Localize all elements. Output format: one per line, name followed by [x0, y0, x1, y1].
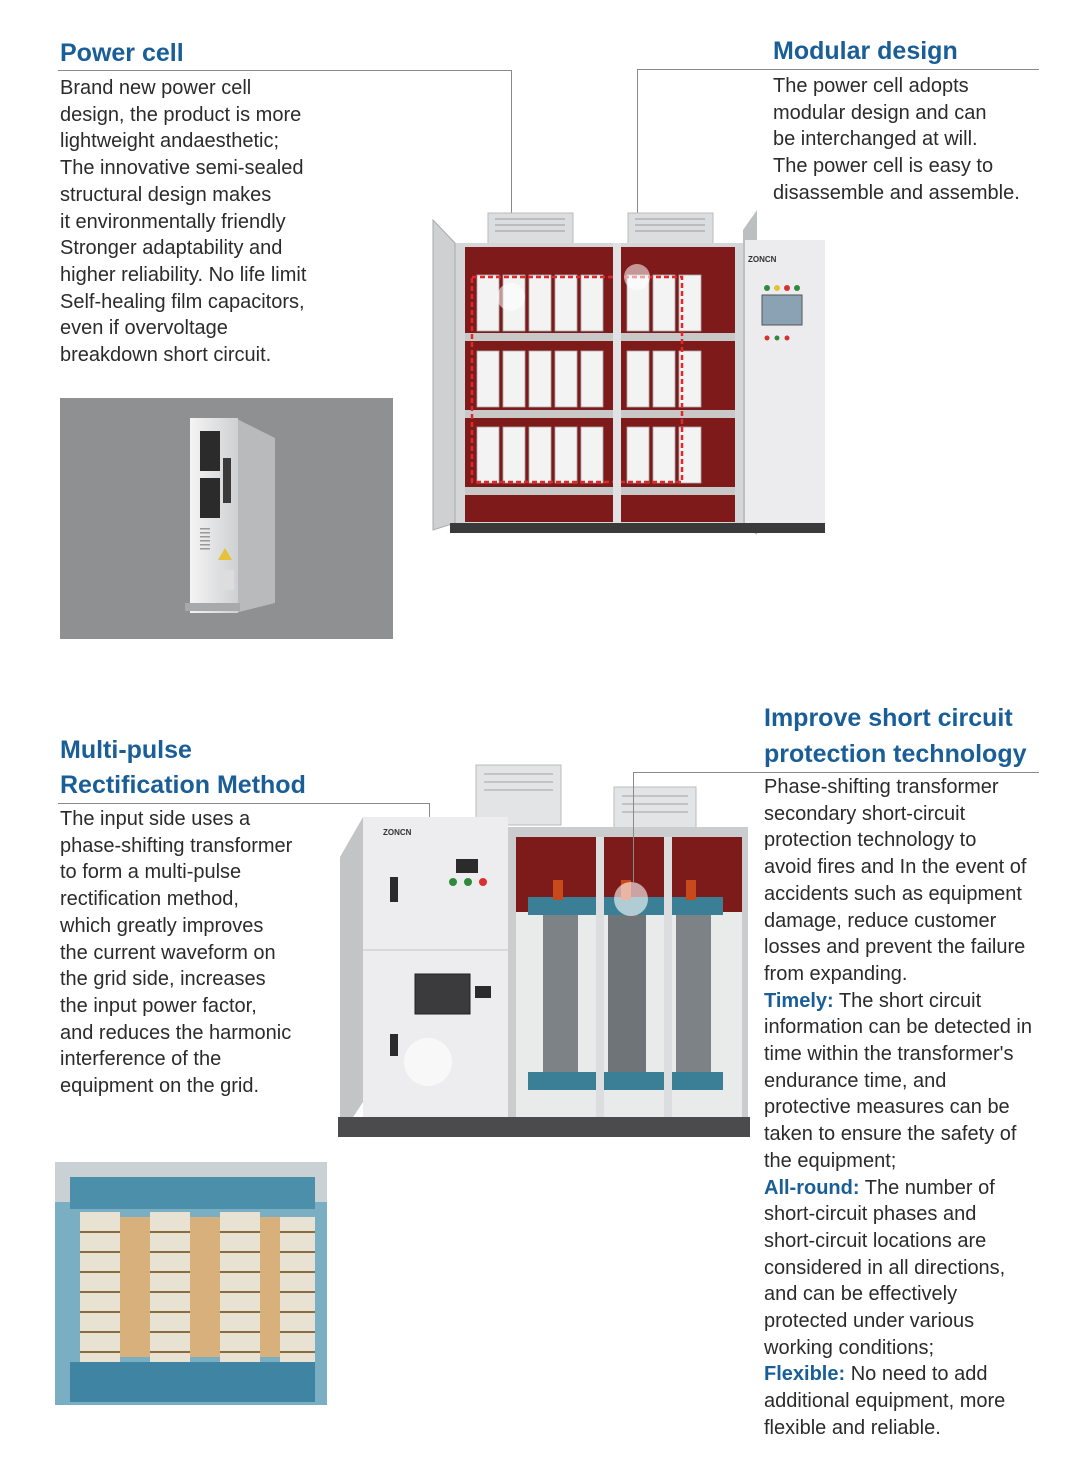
text-line: modular design and can [773, 101, 987, 124]
text-line: protection technology to [764, 829, 977, 852]
text-line: taken to ensure the safety of [764, 1123, 1017, 1146]
text-line: short-circuit locations are [764, 1229, 987, 1252]
text-line: The input side uses a [60, 808, 251, 830]
text-line: which greatly improves [60, 914, 264, 937]
power-cell-heading: Power cell [60, 39, 184, 67]
allround-label: All-round: [764, 1176, 860, 1199]
transformer-coil-photo [55, 1162, 327, 1405]
text-line: Self-healing film capacitors, [60, 290, 305, 313]
text-line: additional equipment, more [764, 1390, 1006, 1413]
text-line: the current waveform on [60, 941, 276, 964]
short-circuit-leader-horizontal [633, 772, 1039, 773]
allround-paragraph [764, 1175, 1084, 1202]
power-cell-leader-horizontal [58, 70, 512, 71]
text-line: phase-shifting transformer [60, 834, 293, 857]
text-line: and reduces the harmonic [60, 1021, 292, 1044]
text-line: be interchanged at will. [773, 128, 978, 151]
text-line: design, the product is more [60, 103, 302, 126]
text-line: considered in all directions, [764, 1256, 1006, 1279]
text-line: the grid side, increases [60, 968, 266, 991]
short-circuit-leader-vertical [633, 772, 634, 882]
text-line: breakdown short circuit. [60, 344, 272, 367]
modular-design-description [773, 73, 1073, 207]
text-line: The power cell adopts [773, 75, 969, 97]
text-line: time within the transformer's [764, 1043, 1014, 1066]
flexible-paragraph [764, 1361, 1084, 1388]
text-line: The short circuit [833, 989, 982, 1012]
text-line: No need to add [845, 1363, 988, 1386]
power-cell-description [60, 75, 460, 369]
short-circuit-description [764, 774, 1084, 1442]
text-line: The innovative semi-sealed [60, 157, 304, 180]
text-line: secondary short-circuit [764, 802, 966, 825]
text-line: it environmentally friendly [60, 210, 286, 233]
text-line: Phase-shifting transformer [764, 776, 999, 798]
timely-paragraph [764, 988, 1084, 1015]
text-line: avoid fires and In the event of [764, 856, 1027, 879]
brand-logo-text: ZONCN [748, 255, 777, 264]
text-line: rectification method, [60, 888, 239, 911]
text-line: protective measures can be [764, 1096, 1010, 1119]
brand-logo-text: ZONCN [383, 828, 412, 837]
modular-design-heading: Modular design [773, 37, 958, 65]
text-line: The power cell is easy to [773, 155, 994, 178]
text-line: from expanding. [764, 962, 908, 985]
text-line: the equipment; [764, 1149, 897, 1172]
text-line: structural design makes [60, 183, 272, 206]
text-line: damage, reduce customer [764, 909, 997, 932]
text-line: working conditions; [764, 1336, 935, 1359]
text-line: disassemble and assemble. [773, 181, 1020, 204]
multi-pulse-heading-line2: Rectification Method [60, 771, 306, 799]
multi-pulse-heading-line1: Multi-pulse [60, 736, 192, 764]
text-line: even if overvoltage [60, 317, 228, 340]
transformer-cabinet-illustration [338, 762, 750, 1162]
vfd-cabinet-illustration [425, 205, 825, 560]
text-line: short-circuit phases and [764, 1203, 977, 1226]
text-line: equipment on the grid. [60, 1075, 260, 1098]
text-line: higher reliability. No life limit [60, 263, 307, 286]
short-circuit-heading-line2: protection technology [764, 740, 1027, 768]
text-line: and can be effectively [764, 1283, 958, 1306]
text-line: to form a multi-pulse [60, 861, 242, 884]
text-line: accidents such as equipment [764, 882, 1022, 905]
text-line: lightweight andaesthetic; [60, 130, 280, 153]
text-line: interference of the [60, 1048, 222, 1071]
text-line: protected under various [764, 1310, 975, 1333]
text-line: The number of [859, 1176, 995, 1199]
timely-label: Timely: [764, 989, 834, 1012]
text-line: flexible and reliable. [764, 1416, 941, 1439]
text-line: losses and prevent the failure [764, 936, 1026, 959]
text-line: Stronger adaptability and [60, 237, 283, 260]
text-line: the input power factor, [60, 994, 257, 1017]
modular-design-leader-horizontal [637, 69, 1039, 70]
text-line: information can be detected in [764, 1016, 1032, 1039]
power-cell-module-photo [60, 398, 393, 639]
multi-pulse-description [60, 806, 360, 1100]
text-line: Brand new power cell [60, 77, 252, 99]
flexible-label: Flexible: [764, 1363, 846, 1386]
short-circuit-heading-line1: Improve short circuit [764, 704, 1013, 732]
text-line: endurance time, and [764, 1069, 947, 1092]
